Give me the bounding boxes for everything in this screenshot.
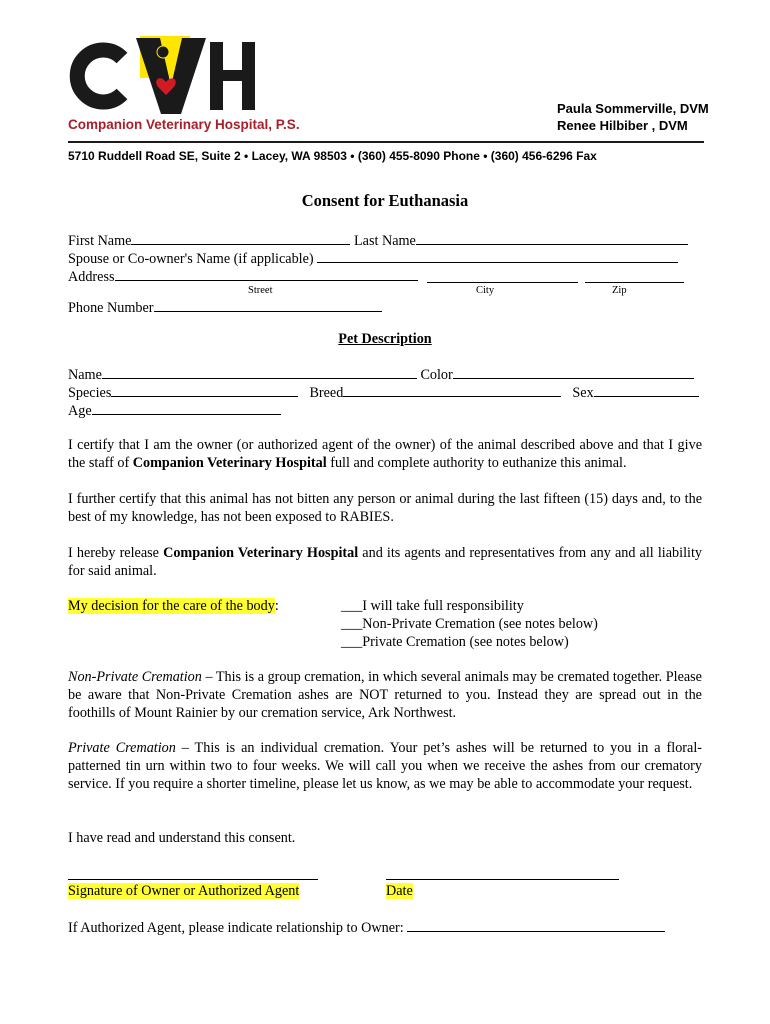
phone-label: Phone Number	[68, 300, 154, 316]
street-field[interactable]	[115, 267, 418, 281]
note-text: – This is an individual cremation. Your pet’s ashes will be returned to you in a floral-patterned tin urn within two to four weeks. We will call you when we receive the ashes from our crematory service. If you require a shorter timeline, please let us know, as we may be able to accommodate your request.	[68, 740, 702, 793]
doctor-name-2: Renee Hilbiber , DVM	[557, 118, 688, 133]
agent-relationship-field[interactable]	[407, 918, 665, 932]
hospital-name: Companion Veterinary Hospital	[132, 455, 327, 472]
paragraph-text: I further certify that this animal has not bitten any person or animal during the last fifteen (15) days and, to the best of my knowledge, has not been exposed to RABIES.	[68, 491, 702, 526]
first-name-row	[68, 231, 688, 250]
body-care-option-2[interactable]	[341, 615, 598, 633]
colon: :	[274, 598, 279, 614]
pet-name-label: Name	[68, 367, 102, 383]
rabies-paragraph	[68, 490, 702, 526]
option-blank[interactable]: ___	[341, 634, 363, 650]
note-title: Private Cremation	[68, 740, 176, 756]
phone-field[interactable]	[154, 298, 382, 312]
paragraph-text: full and complete authority to euthanize this animal.	[326, 455, 627, 472]
doctor-name-1: Paula Sommerville, DVM	[557, 101, 709, 116]
species-row	[68, 383, 699, 402]
body-care-option-1[interactable]	[341, 597, 524, 615]
city-field[interactable]	[427, 282, 578, 283]
option-blank[interactable]: ___	[341, 616, 363, 632]
date-line[interactable]	[386, 879, 619, 880]
last-name-label: Last Name	[354, 233, 416, 249]
clinic-name: Companion Veterinary Hospital, P.S.	[68, 117, 300, 132]
header-divider	[68, 141, 704, 143]
phone-row	[68, 298, 382, 317]
last-name-field[interactable]	[416, 231, 688, 245]
zip-caption: Zip	[612, 285, 627, 296]
option-label: Non-Private Cremation (see notes below)	[362, 616, 598, 632]
signature-label-wrap	[68, 882, 299, 900]
address-label: Address	[68, 269, 115, 285]
release-paragraph	[68, 544, 702, 580]
color-label: Color	[420, 367, 453, 383]
spouse-label: Spouse or Co-owner's Name (if applicable)	[68, 251, 314, 267]
zip-field[interactable]	[585, 282, 684, 283]
city-caption: City	[476, 285, 495, 296]
date-label-wrap	[386, 882, 413, 900]
non-private-cremation-note	[68, 668, 702, 723]
paragraph-text: I hereby release	[68, 545, 164, 561]
spouse-row	[68, 249, 678, 268]
signature-label: Signature of Owner or Authorized Agent	[68, 883, 300, 899]
agent-relationship-label: If Authorized Agent, please indicate relationship to Owner:	[68, 920, 404, 936]
age-label: Age	[68, 403, 92, 419]
age-field[interactable]	[92, 401, 281, 415]
sex-field[interactable]	[594, 383, 699, 397]
signature-line[interactable]	[68, 879, 318, 880]
first-name-field[interactable]	[131, 231, 350, 245]
date-label: Date	[386, 883, 413, 899]
pet-section-title: Pet Description	[338, 331, 432, 347]
paragraph-text: I certify that I am the owner (or authorized agent of the owner) of the animal described above and that I give the staff of	[68, 437, 702, 472]
consent-read-statement: I have read and understand this consent.	[68, 830, 296, 846]
option-label: I will take full responsibility	[362, 598, 524, 614]
agent-relationship-row	[68, 918, 665, 937]
pet-name-field[interactable]	[102, 365, 417, 379]
spouse-field[interactable]	[317, 249, 678, 263]
body-care-label: My decision for the care of the body	[68, 598, 275, 614]
breed-label: Breed	[309, 385, 344, 401]
street-caption: Street	[248, 285, 273, 296]
paragraph-text: and its agents and representatives from any and all liability for said animal.	[68, 545, 702, 580]
cvh-logo-icon	[60, 36, 260, 116]
clinic-logo	[60, 36, 260, 116]
option-blank[interactable]: ___	[341, 598, 363, 614]
body-care-option-3[interactable]	[341, 633, 569, 651]
breed-field[interactable]	[343, 383, 561, 397]
address-row	[68, 267, 418, 286]
first-name-label: First Name	[68, 233, 132, 249]
age-row	[68, 401, 281, 420]
page-title: Consent for Euthanasia	[301, 191, 469, 210]
hospital-name: Companion Veterinary Hospital	[163, 545, 359, 561]
pet-name-row	[68, 365, 694, 384]
species-label: Species	[68, 385, 112, 401]
certify-owner-paragraph	[68, 436, 702, 472]
clinic-address: 5710 Ruddell Road SE, Suite 2 • Lacey, WA 98503 • (360) 455-8090 Phone • (360) 456-6296 Fax	[68, 149, 597, 163]
sex-label: Sex	[572, 385, 594, 401]
species-field[interactable]	[111, 383, 298, 397]
color-field[interactable]	[453, 365, 694, 379]
note-title: Non-Private Cremation	[68, 669, 202, 685]
option-label: Private Cremation (see notes below)	[362, 634, 569, 650]
body-care-label-row	[68, 597, 279, 615]
note-text: – This is a group cremation, in which several animals may be cremated together. Please be aware that Non-Private Cremation ashes are NOT returned to you. Instead they are spread out in the foothills of Mount Rainier by our cremation service, Ark Northwest.	[68, 669, 702, 722]
private-cremation-note	[68, 739, 702, 794]
